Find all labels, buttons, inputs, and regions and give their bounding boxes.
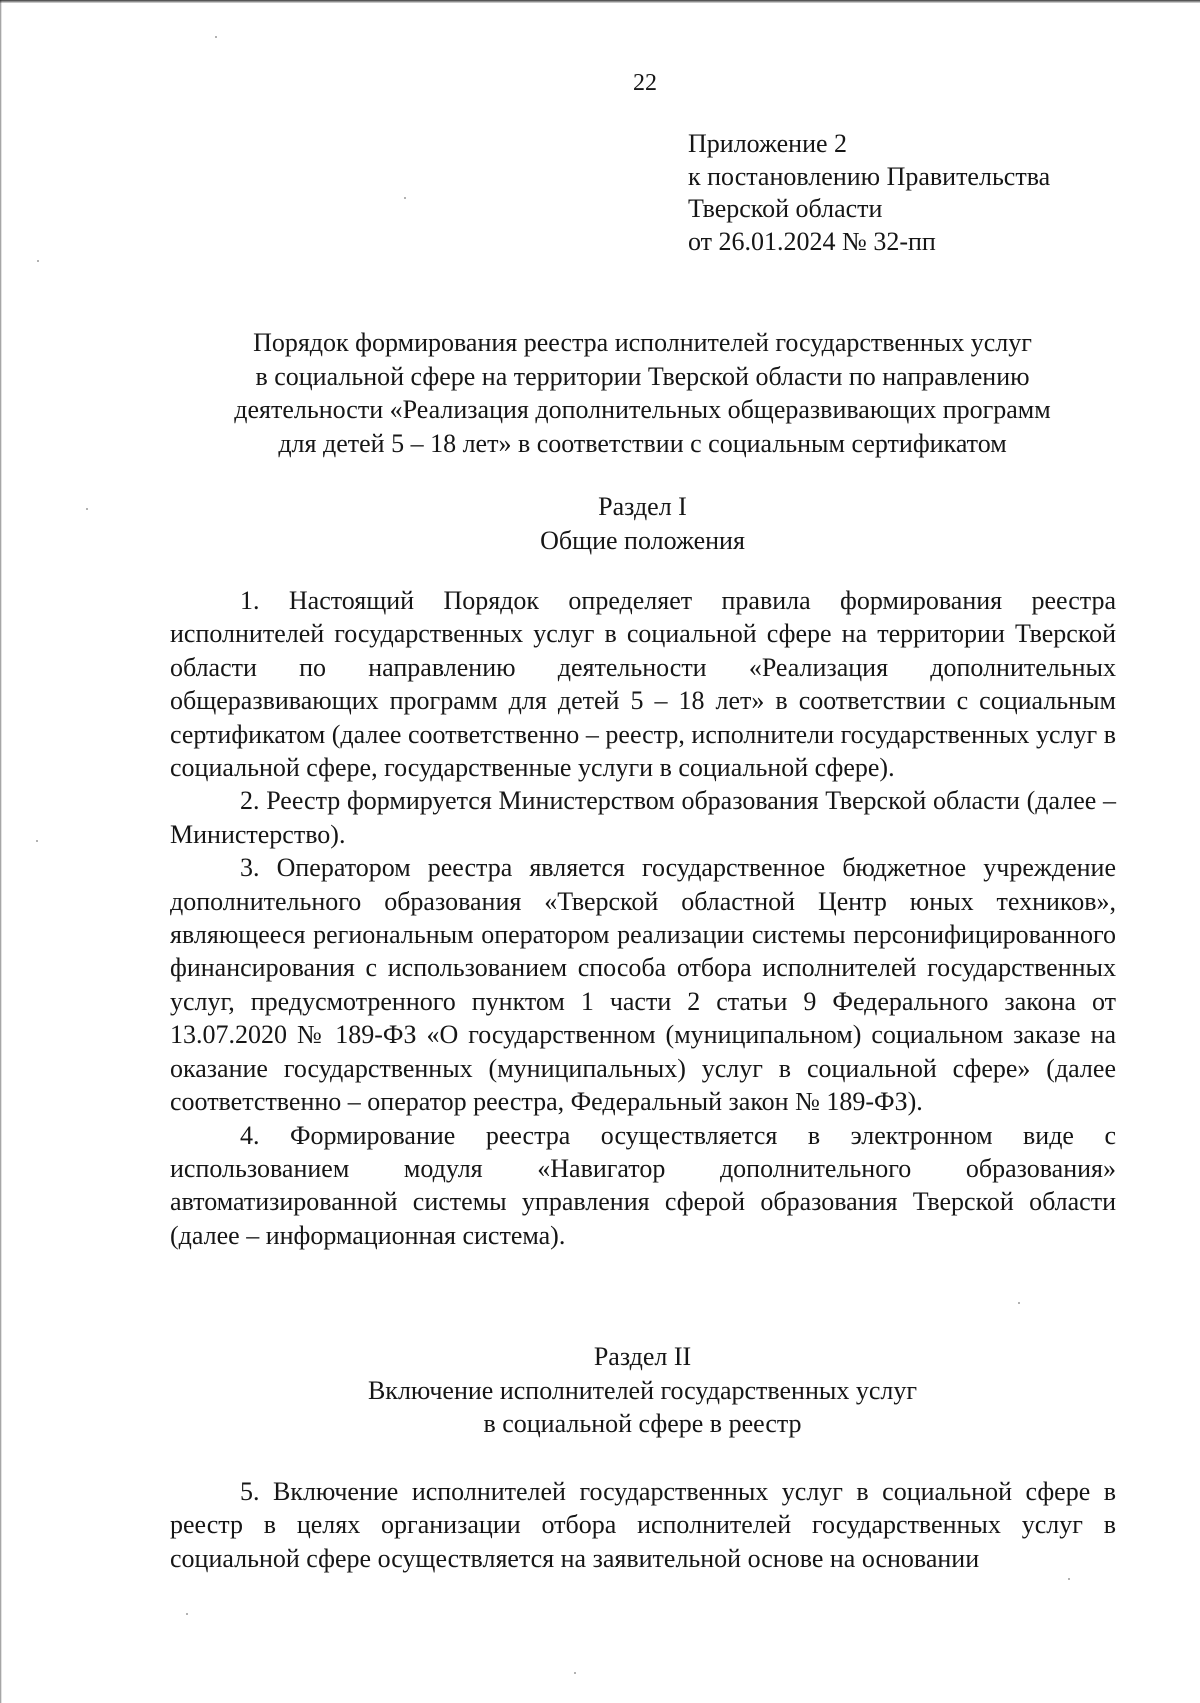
scan-speck bbox=[186, 1613, 188, 1615]
scan-speck bbox=[36, 840, 38, 842]
scan-speck bbox=[37, 260, 39, 262]
appendix-line: к постановлению Правительства bbox=[688, 161, 1051, 191]
section-title: Общие положения bbox=[540, 525, 745, 555]
section-number: Раздел I bbox=[598, 492, 687, 521]
appendix-line: от 26.01.2024 № 32-пп bbox=[688, 226, 936, 256]
paragraph: 1. Настоящий Порядок определяет правила формирования реестра исполнителей государственных услуг в социальной сфере на территории Тверской области по направлению деятельности «Реализация дополнительных общеразвивающих программ для детей 5 – 18 лет» в соответствии с социальным сертификатом (далее соответственно – реестр, исполнители государственных услуг в социальной сфере, государственные услуги в социальной сфере). bbox=[170, 586, 1116, 783]
appendix-line: Приложение 2 bbox=[688, 129, 848, 158]
section-title: в социальной сфере в реестр bbox=[483, 1409, 802, 1438]
scan-edge-top bbox=[0, 0, 1200, 3]
section-1-heading bbox=[170, 490, 1115, 557]
page-number: 22 bbox=[633, 70, 657, 96]
title-line: деятельности «Реализация дополнительных общеразвивающих программ bbox=[234, 395, 1051, 424]
section-title: Включение исполнителей государственных услуг bbox=[367, 1375, 918, 1405]
scan-speck bbox=[404, 197, 406, 199]
scan-speck bbox=[574, 1672, 576, 1674]
scan-speck bbox=[1018, 1302, 1020, 1304]
document-title bbox=[170, 326, 1115, 460]
section-2-heading bbox=[170, 1340, 1115, 1441]
paragraph: 3. Оператором реестра является государственное бюджетное учреждение дополнительного образования «Тверской областной Центр юных техников», являющееся региональным оператором реализации системы персонифицированного финансирования с использованием способа отбора исполнителей государственных услуг, предусмотренного пунктом 1 части 2 статьи 9 Федерального закона от 13.07.2020 № 189-ФЗ «О государственном (муниципальном) социальном заказе на оказание государственных (муниципальных) услуг в социальной сфере» (далее соответственно – оператор реестра, Федеральный закон № 189-ФЗ). bbox=[170, 853, 1116, 1117]
paragraph: 5. Включение исполнителей государственных услуг в социальной сфере в реестр в целях организации отбора исполнителей государственных услуг в социальной сфере осуществляется на заявительной основе на основании bbox=[170, 1477, 1116, 1573]
scan-speck bbox=[1068, 1578, 1070, 1580]
scan-speck bbox=[86, 508, 88, 510]
scan-speck bbox=[215, 36, 217, 38]
title-line: в социальной сфере на территории Тверской области по направлению bbox=[255, 361, 1030, 391]
paragraph: 4. Формирование реестра осуществляется в электронном виде с использованием модуля «Навигатор дополнительного образования» автоматизированной системы управления сферой образования Тверской области (далее – информационная система). bbox=[170, 1120, 1116, 1250]
section-1-body bbox=[170, 584, 1116, 1252]
appendix-line: Тверской области bbox=[688, 194, 883, 223]
title-line: Порядок формирования реестра исполнителей государственных услуг bbox=[253, 328, 1032, 357]
paragraph: 2. Реестр формируется Министерством образования Тверской области (далее – Министерство). bbox=[170, 786, 1116, 849]
appendix-block bbox=[688, 128, 1050, 258]
title-line: для детей 5 – 18 лет» в соответствии с социальным сертификатом bbox=[278, 428, 1007, 458]
section-2-body bbox=[170, 1475, 1116, 1575]
section-number: Раздел II bbox=[593, 1342, 692, 1371]
scan-edge-left bbox=[0, 0, 2, 1703]
